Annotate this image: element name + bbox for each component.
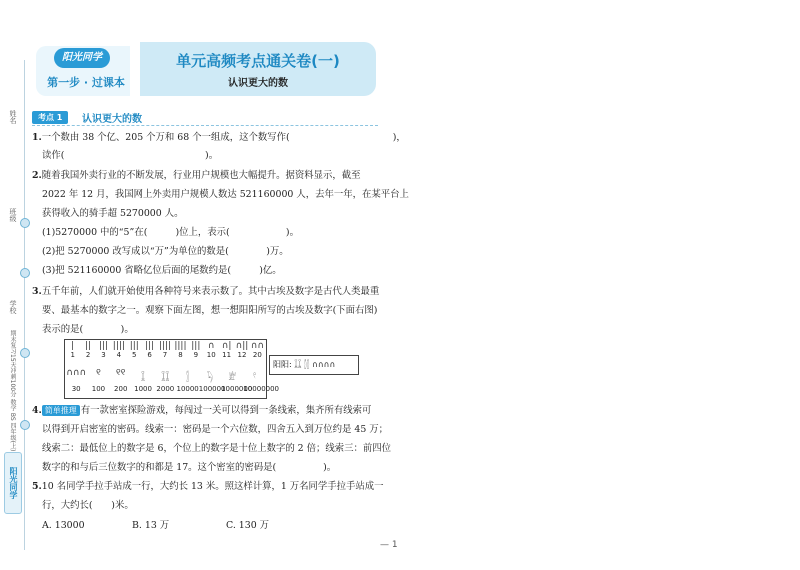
numeral-glyph-row <box>65 368 266 383</box>
numeral-glyph: 𓍢 <box>252 373 257 383</box>
numeral-glyph: ∩∩ <box>250 341 264 351</box>
numeral-glyph: ୧ <box>96 368 101 378</box>
numeral-value: 10000000 <box>243 385 280 393</box>
numeral-glyph: ∩ <box>207 341 215 351</box>
numeral-value: 12 <box>237 351 247 359</box>
numeral-glyph: ∩|| <box>235 341 249 351</box>
question-number: 2. <box>32 170 42 181</box>
question-text: 随着我国外卖行业的不断发展，行业用户规模也大幅提升。据资料显示，截至 <box>41 170 361 181</box>
numeral-value: 11 <box>222 351 232 359</box>
numeral-glyph: |||| <box>112 341 125 351</box>
question-text: 以得到开启密室的密码。线索一：密码是一个六位数，四舍五入到万位约是 45 万； <box>42 424 389 435</box>
numeral-value: 4 <box>116 351 122 359</box>
section-tag: 考点 1 <box>32 111 68 124</box>
sub-question: (1)5270000 中的“5”在( )位上，表示( )。 <box>42 227 299 238</box>
question-text: 2022 年 12 月，我国网上外卖用户规模人数达 521160000 人，去年一年，在某平台上 <box>42 189 409 200</box>
numeral-glyph: ∩| <box>221 341 232 351</box>
numeral-glyph: ୧୧ <box>116 368 126 378</box>
numeral-glyph: 𓂭 <box>186 373 190 383</box>
numeral-value: 2000 <box>156 385 175 393</box>
binding-line <box>24 60 25 550</box>
question-number: 3. <box>32 286 42 297</box>
numeral-value: 7 <box>162 351 168 359</box>
name-label: 姓名 <box>9 110 17 124</box>
option-a: A. 13000 <box>42 520 85 531</box>
question-text: 读作( )。 <box>42 150 219 161</box>
numeral-value-row <box>65 351 265 359</box>
question-number: 4. <box>32 405 42 416</box>
numeral-glyph: 𓆼𓆼 <box>161 373 170 383</box>
numeral-glyph: 𓆐 <box>206 373 213 383</box>
numeral-glyph: || <box>85 341 92 351</box>
binding-hole <box>20 218 30 228</box>
question-text: 行，大约长( )米。 <box>42 500 134 511</box>
question-text: 数字的和与后三位数字的和都是 17。这个密室的密码是( )。 <box>42 462 337 473</box>
question-text: 获得收入的骑手超 5270000 人。 <box>42 208 184 219</box>
section-title: 认识更大的数 <box>82 114 142 125</box>
numeral-value: 6 <box>147 351 152 359</box>
numeral-glyph: ||| <box>129 341 139 351</box>
question-2 <box>32 170 361 182</box>
question-3 <box>32 286 379 298</box>
numeral-glyph: ||| <box>191 341 201 351</box>
numeral-glyph: ∩∩∩ <box>66 368 87 378</box>
numeral-value: 100 <box>91 385 106 393</box>
numeral-glyph: 𓆼 <box>141 373 146 383</box>
question-1 <box>32 132 406 144</box>
page-number: — 1 <box>380 540 398 550</box>
numeral-glyph: | <box>71 341 75 351</box>
egyptian-numeral-table <box>64 339 280 399</box>
question-text: 一个数由 38 个亿、205 个万和 68 个一组成，这个数写作( )， <box>41 132 406 143</box>
numeral-glyph: |||| <box>158 341 172 351</box>
numeral-value: 9 <box>193 351 199 359</box>
answer-label: 阳阳: <box>273 360 292 369</box>
numeral-value: 3 <box>101 351 106 359</box>
binding-hole <box>20 420 30 430</box>
numeral-value: 1000 <box>134 385 152 393</box>
numeral-value: 1 <box>70 351 75 359</box>
numeral-glyph: 𓁨 <box>228 373 236 383</box>
numeral-value-row <box>65 385 280 393</box>
question-text: 五千年前，人们就开始使用各种符号来表示数了。其中古埃及数字是古代人类最重 <box>41 286 380 297</box>
section-divider <box>32 125 378 126</box>
option-b: B. 13 万 <box>132 520 170 531</box>
book-label: 期末复习15天冲刺100分 数学 BS 四年级(上) <box>9 330 16 452</box>
question-number: 1. <box>32 132 42 143</box>
yangyang-answer-box <box>269 355 359 375</box>
question-text: 要、最基本的数字之一。观察下面左图，想一想阳阳所写的古埃及数字(下面右图) <box>42 305 378 316</box>
question-text: 10 名同学手拉手站成一行，大约长 13 米。照这样计算，1 万名同学手拉手站成一 <box>41 481 384 492</box>
numeral-value: 30 <box>71 385 81 393</box>
side-logo: 阳光同学 <box>4 452 22 514</box>
numeral-value: 8 <box>178 351 183 359</box>
answer-glyphs: 𓆼𓆼 𓂭𓂭 ∩∩∩∩ <box>294 360 336 369</box>
numeral-value: 1000000 <box>221 385 253 393</box>
numeral-value: 10000 <box>176 385 199 393</box>
question-4 <box>32 405 371 417</box>
brand-logo: 阳光同学 <box>54 48 110 68</box>
question-text: 表示的是( )。 <box>42 324 134 335</box>
numeral-value: 10 <box>206 351 216 359</box>
question-text: 有一款密室探险游戏，每闯过一关可以得到一条线索，集齐所有线索可 <box>80 405 372 416</box>
question-text: 线索二：最低位上的数字是 6，个位上的数字是十位上数字的 2 倍；线索三：前四位 <box>42 443 391 454</box>
reasoning-tag: 简单推理 <box>42 405 80 416</box>
sub-question: (3)把 521160000 省略亿位后面的尾数约是( )亿。 <box>42 265 282 276</box>
numeral-value: 5 <box>132 351 137 359</box>
numeral-value: 100000 <box>198 385 226 393</box>
binding-hole <box>20 348 30 358</box>
page-title: 单元高频考点通关卷(一) <box>176 52 340 70</box>
numeral-value: 2 <box>85 351 91 359</box>
numeral-value: 20 <box>252 351 262 359</box>
question-number: 5. <box>32 481 42 492</box>
option-c: C. 130 万 <box>226 520 270 531</box>
numeral-glyph: |||| <box>174 341 187 351</box>
class-label: 班级 <box>9 208 17 222</box>
numeral-glyph: ||| <box>98 341 109 351</box>
school-label: 学校 <box>9 300 17 314</box>
question-5 <box>32 481 384 493</box>
step-label: 第一步 · 过课本 <box>47 76 125 89</box>
numeral-glyph: ||| <box>145 341 155 351</box>
binding-hole <box>20 268 30 278</box>
page-subtitle: 认识更大的数 <box>228 78 288 89</box>
sub-question: (2)把 5270000 改写成以“万”为单位的数是( )万。 <box>42 246 289 257</box>
numeral-value: 200 <box>114 385 128 393</box>
numeral-glyph-row <box>65 341 265 351</box>
